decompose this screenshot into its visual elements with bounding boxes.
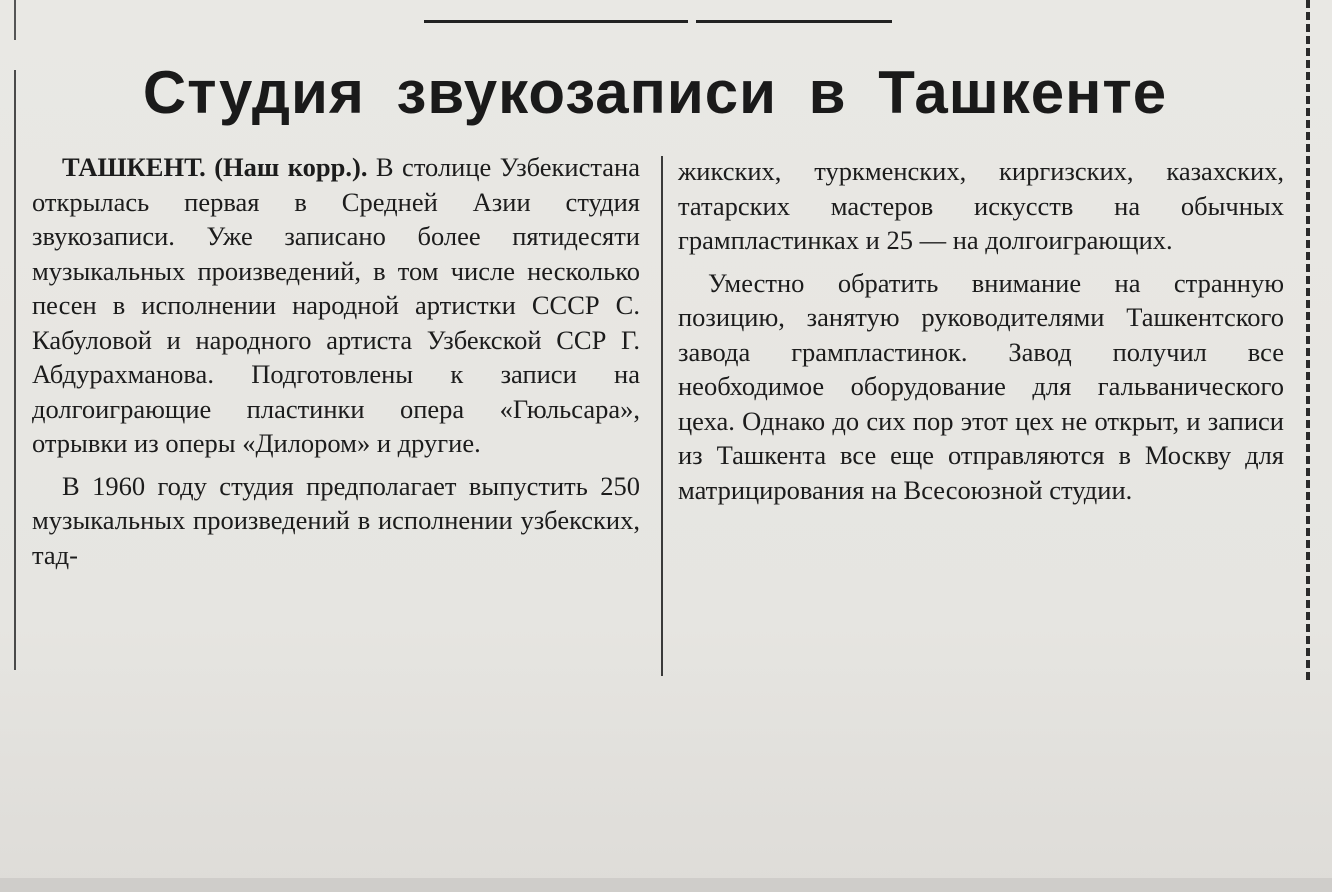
left-margin-rule-top bbox=[14, 0, 16, 40]
right-paragraph-1: жикских, туркменских, киргизских, казахских, татарских мастеров искусств на обычных грампластинках и 25 — на долгоиграющих. bbox=[678, 156, 1284, 255]
article-headline: Студия звукозаписи в Ташкенте bbox=[142, 59, 1168, 126]
article-left-column bbox=[32, 150, 640, 572]
right-paragraph-2: Уместно обратить внимание на странную позицию, занятую руководителями Ташкентского завода грампластинок. Завод получил все необходимое оборудование для гальванического цеха. Однако до сих пор этот цех не открыт, и записи из Ташкента все еще отправляются в Москву для матрицирования на Всесоюзной студии. bbox=[678, 267, 1284, 505]
column-divider bbox=[661, 156, 663, 676]
left-paragraph-1 bbox=[32, 150, 640, 461]
left-paragraph-1-text: В столице Узбекистана открылась первая в Средней Азии студия звукозаписи. Уже записано более пятидесяти музыкальных произведений, в том числе несколько песен в исполнении народной артистки СССР С. Кабуловой и народного артиста Узбекской ССР Г. Абдурахманова. Подготовлены к записи на долгоиграющие пластинки опера «Гюльсара», отрывки из оперы «Дилором» и другие. bbox=[32, 152, 640, 458]
top-rule bbox=[424, 20, 892, 23]
left-margin-rule bbox=[14, 70, 16, 670]
page-bottom-band bbox=[0, 878, 1332, 892]
dateline: ТАШКЕНТ. (Наш корр.). bbox=[62, 152, 368, 182]
left-paragraph-2: В 1960 году студия предполагает выпустить 250 музыкальных произведений в исполнении узбекских, тад- bbox=[32, 470, 640, 570]
article-right-column bbox=[678, 154, 1284, 507]
